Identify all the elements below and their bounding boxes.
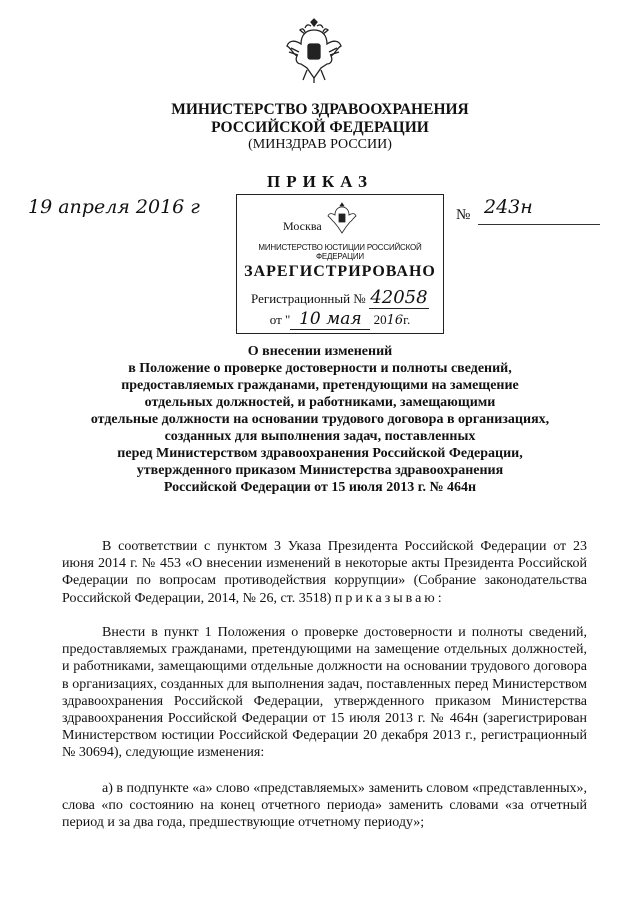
subitem-a-paragraph: а) в подпункте «а» слово «представляемых» заменить словом «представленных», слова «по состоянию на конец отчетного периода» заменить словами «за отчетный период и за два года, предшествующие отчетному периоду»; <box>62 781 587 831</box>
order-number-handwritten: 243н <box>484 196 533 218</box>
ministry-name-line2: РОССИЙСКОЙ ФЕДЕРАЦИИ <box>211 119 429 136</box>
stamp-city: Москва <box>283 219 322 233</box>
stamp-date-handwritten: 10 мая <box>290 309 370 330</box>
double-headed-eagle-emblem <box>285 18 343 84</box>
amendment-paragraph: Внести в пункт 1 Положения о проверке достоверности и полноты сведений, предоставляемых гражданами, претендующими на замещение отдельных должностей, и работниками, замещающими отдельные должности на основании трудового договора в организациях, созданных для выполнения задач, поставленных перед Министерством здравоохранения Российской Федерации, утвержденного приказом Министерства здравоохранения Российской Федерации от 15 июля 2013 г. № 464н (зарегистрирован Министерством юстиции Российской Федерации 20 декабря 2013 г., регистрационный № 30694), следующие изменения: <box>62 625 587 761</box>
stamp-year-handwritten: 16 <box>386 313 404 328</box>
ministry-name-line1: МИНИСТЕРСТВО ЗДРАВООХРАНЕНИЯ <box>171 101 469 118</box>
title-line: утвержденного приказом Министерства здравоохранения <box>136 463 504 478</box>
order-verb: приказываю: <box>334 590 445 606</box>
ministry-short-name: (МИНЗДРАВ РОССИИ) <box>248 137 392 152</box>
stamp-reg-number: 42058 <box>370 287 428 308</box>
title-line: перед Министерством здравоохранения Российской Федерации, <box>117 446 523 461</box>
title-line: предоставляемых гражданами, претендующими на замещение <box>121 378 519 393</box>
preamble-text: В соответствии с пунктом 3 Указа Президента Российской Федерации от 23 июня 2014 г. № 453 «О внесении изменений в некоторые акты Президента Российской Федерации по вопросам противодействия коррупции» (Собрание законодательства Российской Федерации, 2014, № 26, ст. 3518) <box>62 539 587 606</box>
title-line: в Положение о проверке достоверности и полноты сведений, <box>128 361 512 376</box>
stamp-date-row <box>237 309 443 330</box>
stamp-registration-number-row <box>237 287 443 309</box>
order-title: ПРИКАЗ <box>267 172 373 191</box>
stamp-year-prefix: 20 <box>373 312 387 327</box>
title-line: созданных для выполнения задач, поставленных <box>164 429 476 444</box>
title-line: Российской Федерации от 15 июля 2013 г. № 464н <box>163 480 477 495</box>
stamp-registered: ЗАРЕГИСТРИРОВАНО <box>244 263 436 280</box>
title-line: отдельные должности на основании трудового договора в организациях, <box>90 412 550 427</box>
stamp-date-suffix: г. <box>403 312 411 327</box>
stamp-date-prefix: от " <box>269 312 291 327</box>
stamp-eagle-icon <box>327 201 357 235</box>
preamble-paragraph <box>62 538 587 607</box>
registration-stamp <box>236 194 444 334</box>
order-number-underline <box>478 224 600 225</box>
order-date-handwritten: 19 апреля 2016 г <box>28 196 200 218</box>
title-line: О внесении изменений <box>247 344 393 359</box>
stamp-ministry: МИНИСТЕРСТВО ЮСТИЦИИ РОССИЙСКОЙ ФЕДЕРАЦИИ <box>258 243 422 261</box>
stamp-reg-label: Регистрационный № <box>251 291 366 306</box>
order-number-label: № <box>456 207 471 223</box>
title-line: отдельных должностей, и работниками, замещающими <box>144 395 496 410</box>
document-title <box>0 343 640 496</box>
